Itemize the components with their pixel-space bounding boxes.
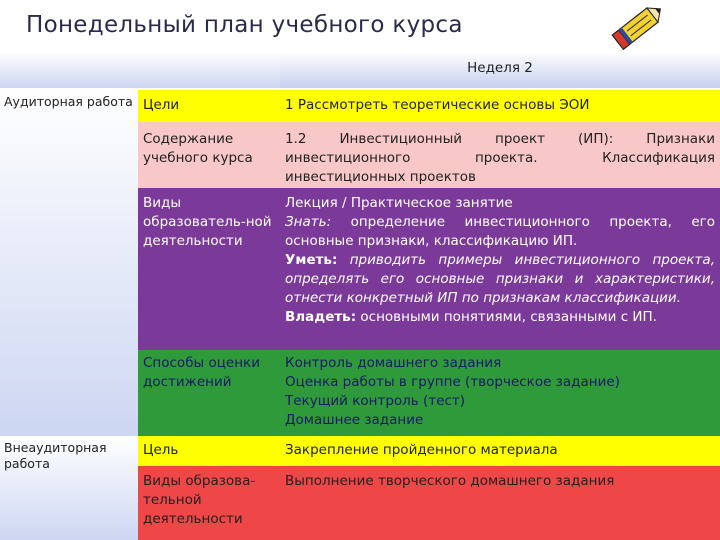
activities-line1: Лекция / Практическое занятие	[285, 195, 513, 211]
assessment-line: Контроль домашнего задания	[285, 355, 502, 371]
section-auditorium: Аудиторная работа	[0, 90, 138, 436]
header-blank-left	[0, 52, 138, 88]
activities-can	[285, 251, 715, 308]
activities-label: Виды образователь-ной деятельности	[138, 188, 280, 350]
goal2-value: Закрепление пройденного материала	[280, 436, 720, 466]
own-text: основными понятиями, связанными с ИП.	[356, 309, 657, 325]
week-header: Неделя 2	[280, 52, 720, 88]
assessment-line: Текущий контроль (тест)	[285, 393, 466, 409]
goals-label: Цели	[138, 90, 280, 122]
goals-value: 1 Рассмотреть теоретические основы ЭОИ	[280, 90, 720, 122]
own-label: Владеть:	[285, 309, 357, 325]
assessment-line: Домашнее задание	[285, 412, 424, 428]
activities2-label: Виды образова-тельной деятельности	[138, 466, 280, 540]
activities2-value: Выполнение творческого домашнего задания	[280, 466, 720, 540]
header-blank-mid	[138, 52, 280, 88]
activities-know	[285, 213, 715, 251]
know-label: Знать:	[285, 214, 332, 230]
assessment-label: Способы оценки достижений	[138, 350, 280, 436]
activities-own	[285, 308, 715, 327]
can-text: приводить примеры инвестиционного проекта, определять его основные признаки и характеристики, отнести конкретный ИП по признакам классификации.	[285, 252, 715, 306]
content-value: 1.2 Инвестиционный проект (ИП): Признаки инвестиционного проекта. Классификация инвестиционных проектов	[280, 122, 720, 188]
assessment-value	[280, 350, 720, 436]
assessment-line: Оценка работы в группе (творческое задание)	[285, 374, 620, 390]
activities-value	[280, 188, 720, 350]
section-extracurricular: Внеаудиторная работа	[0, 436, 138, 540]
page-title: Понедельный план учебного курса	[26, 12, 463, 38]
know-text: определение инвестиционного проекта, его основные признаки, классификацию ИП.	[285, 214, 715, 249]
content-label: Содержание учебного курса	[138, 122, 280, 188]
can-label: Уметь:	[285, 252, 338, 268]
goal2-label: Цель	[138, 436, 280, 466]
pencil-notebook-icon	[600, 2, 670, 58]
